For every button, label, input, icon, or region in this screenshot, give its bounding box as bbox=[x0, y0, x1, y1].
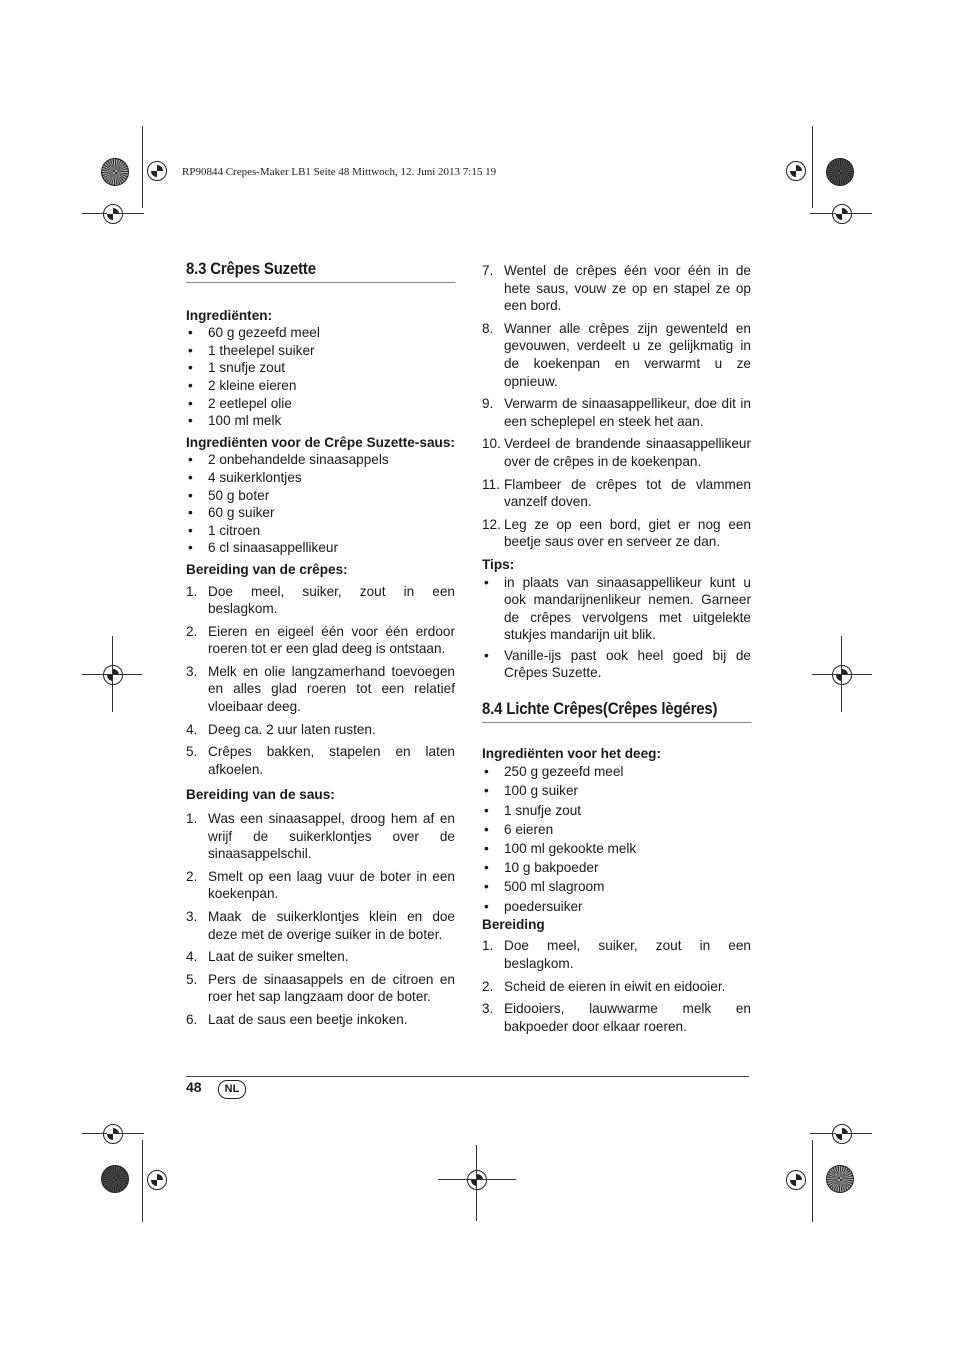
list-item: 7. Wentel de crêpes één voor één in de hete saus, vouw ze op en stapel ze op een bord. bbox=[482, 263, 751, 314]
tips-heading: Tips: bbox=[482, 556, 515, 572]
registration-target-icon bbox=[832, 1124, 852, 1144]
list-item: 3. Maak de suikerklontjes klein en doe deze met de overige suiker in de boter. bbox=[186, 909, 455, 942]
list-item: • 250 g gezeefd meel bbox=[484, 764, 624, 780]
list-item: 12. Leg ze op een bord, giet er nog een beetje saus over en serveer ze dan. bbox=[482, 516, 751, 550]
list-item: • poedersuiker bbox=[484, 898, 583, 914]
sauce-ingredients-list bbox=[186, 451, 455, 557]
list-item: • 4 suikerklontjes bbox=[188, 469, 302, 485]
prep-steps-list bbox=[482, 937, 751, 1035]
crop-mark bbox=[142, 126, 143, 208]
registration-target-icon bbox=[467, 1170, 487, 1190]
crop-mark bbox=[812, 126, 813, 208]
list-item: 6. Laat de saus een beetje inkoken. bbox=[186, 1011, 408, 1027]
list-item: • 6 cl sinaasappellikeur bbox=[188, 540, 338, 556]
list-item: • 2 eetlepel olie bbox=[188, 395, 292, 411]
section-title-crepes-suzette: 8.3 Crêpes Suzette bbox=[186, 260, 455, 283]
print-header: RP90844 Crepes-Maker LB1 Seite 48 Mittwoch, 12. Juni 2013 7:15 19 bbox=[182, 166, 497, 178]
list-item: 1. Doe meel, suiker, zout in een beslagkom. bbox=[482, 938, 751, 972]
list-item: • 60 g gezeefd meel bbox=[188, 325, 320, 341]
crepes-steps-list bbox=[186, 583, 455, 779]
tips-list bbox=[482, 574, 751, 683]
list-item: • 60 g suiker bbox=[188, 505, 275, 521]
crop-mark bbox=[476, 1145, 477, 1221]
registration-target-icon bbox=[103, 204, 123, 224]
crepes-prep-heading: Bereiding van de crêpes: bbox=[186, 561, 348, 577]
list-item: • Vanille-ijs past ook heel goed bij de Crêpes Suzette. bbox=[484, 647, 751, 681]
registration-target-icon bbox=[103, 665, 123, 685]
list-item: 3. Eidooiers, lauwwarme melk en bakpoeder door elkaar roeren. bbox=[482, 1001, 751, 1034]
sauce-prep-heading: Bereiding van de saus: bbox=[186, 787, 335, 803]
list-item: 4. Deeg ca. 2 uur laten rusten. bbox=[186, 721, 376, 737]
list-item: 5. Crêpes bakken, stapelen en laten afkoelen. bbox=[186, 744, 455, 777]
registration-rosette-icon bbox=[826, 1165, 854, 1193]
crop-mark bbox=[438, 1179, 516, 1180]
list-item: • 6 eieren bbox=[484, 821, 554, 837]
registration-target-icon bbox=[786, 161, 806, 181]
list-item: 10. Verdeel de brandende sinaasappellikeur over de crêpes in de koekenpan. bbox=[482, 436, 751, 469]
list-item: 8. Wanner alle crêpes zijn gewenteld en gevouwen, verdeelt u ze gelijkmatig in de koekenpan en verwarmt u ze opnieuw. bbox=[482, 320, 751, 389]
registration-rosette-icon bbox=[826, 158, 854, 186]
registration-rosette-icon bbox=[101, 158, 129, 186]
list-item: • 100 ml gekookte melk bbox=[484, 841, 637, 857]
dough-ingredients-heading: Ingrediënten voor het deeg: bbox=[482, 745, 662, 761]
list-item: 9. Verwarm de sinaasappellikeur, doe dit in een scheplepel en steek het aan. bbox=[482, 396, 751, 429]
list-item: • 1 citroen bbox=[188, 522, 261, 538]
registration-target-icon bbox=[147, 161, 167, 181]
registration-target-icon bbox=[832, 665, 852, 685]
right-column bbox=[482, 262, 751, 1040]
dough-ingredients-list bbox=[482, 762, 751, 916]
registration-target-icon bbox=[786, 1170, 806, 1190]
ingredients-list bbox=[186, 324, 455, 430]
list-item: 2. Smelt op een laag vuur de boter in een koekenpan. bbox=[186, 868, 455, 902]
list-item: • 10 g bakpoeder bbox=[484, 860, 599, 876]
page-number: 48 bbox=[186, 1079, 202, 1095]
list-item: • 100 g suiker bbox=[484, 783, 579, 799]
crop-mark bbox=[82, 674, 142, 675]
sauce-steps-list bbox=[186, 810, 455, 1029]
section-title-lichte-crepes: 8.4 Lichte Crêpes(Crêpes lègéres) bbox=[482, 700, 751, 723]
registration-target-icon bbox=[103, 1124, 123, 1144]
sauce-ingredients-heading: Ingrediënten voor de Crêpe Suzette-saus: bbox=[186, 434, 455, 450]
registration-rosette-icon bbox=[101, 1165, 129, 1193]
list-item: • 50 g boter bbox=[188, 487, 270, 503]
left-column bbox=[186, 260, 455, 1034]
list-item: 1. Was een sinaasappel, droog hem af en wrijf de suikerklontjes over de sinaasappelschil. bbox=[186, 811, 455, 862]
list-item: 1. Doe meel, suiker, zout in een beslagkom. bbox=[186, 583, 455, 617]
list-item: 2. Scheid de eieren in eiwit en eidooier. bbox=[482, 978, 726, 994]
list-item: • 2 onbehandelde sinaasappels bbox=[188, 452, 389, 468]
list-item: 3. Melk en olie langzamerhand toevoegen en alles glad roeren tot een relatief vloeibaar deeg. bbox=[186, 663, 455, 715]
list-item: • 2 kleine eieren bbox=[188, 377, 297, 393]
list-item: • 500 ml slagroom bbox=[484, 879, 605, 895]
language-badge: NL bbox=[218, 1080, 246, 1099]
crop-mark bbox=[142, 1140, 143, 1222]
footer-divider bbox=[186, 1076, 749, 1077]
list-item: 11. Flambeer de crêpes tot de vlammen vanzelf doven. bbox=[482, 476, 751, 510]
crop-mark bbox=[812, 674, 872, 675]
list-item: • 100 ml melk bbox=[188, 413, 282, 429]
list-item: • 1 snufje zout bbox=[484, 802, 582, 818]
list-item: • 1 snufje zout bbox=[188, 360, 286, 376]
registration-target-icon bbox=[832, 204, 852, 224]
registration-target-icon bbox=[147, 1170, 167, 1190]
list-item: • 1 theelepel suiker bbox=[188, 342, 315, 358]
list-item: 4. Laat de suiker smelten. bbox=[186, 949, 349, 965]
list-item: 2. Eieren en eigeel één voor één erdoor roeren tot er een glad deeg is ontstaan. bbox=[186, 623, 455, 657]
ingredients-heading: Ingrediënten: bbox=[186, 307, 273, 323]
list-item: 5. Pers de sinaasappels en de citroen en roer het sap langzaam door de boter. bbox=[186, 971, 455, 1005]
sauce-steps-continued-list bbox=[482, 262, 751, 551]
prep-heading: Bereiding bbox=[482, 916, 545, 932]
crop-mark bbox=[812, 1140, 813, 1222]
list-item: • in plaats van sinaasappellikeur kunt u ook mandarijnenlikeur nemen. Garneer de crêpes vervolgens met uitgelekte stukjes mandarijn uit blik. bbox=[484, 574, 751, 643]
